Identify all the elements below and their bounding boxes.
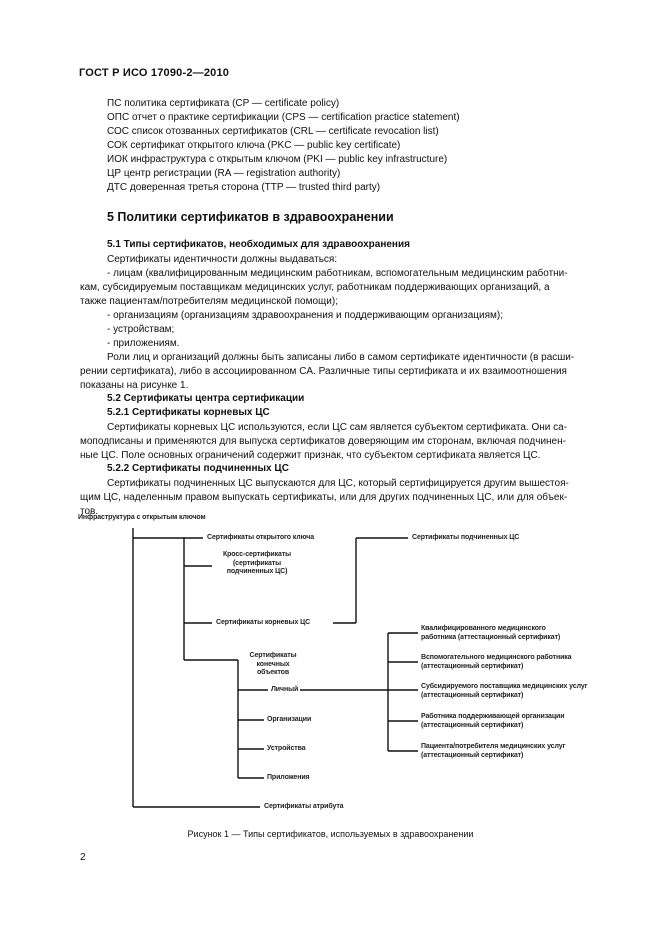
diagram-node-qualified-professional: Квалифицированного медицинского работника (аттестационный сертификат): [421, 625, 561, 641]
diagram-node-support-org-employee: Работника поддерживающей организации (аттестационный сертификат): [421, 713, 565, 729]
paragraph-line: - устройствам;: [107, 324, 175, 335]
document-header: ГОСТ Р ИСО 17090-2—2010: [79, 67, 230, 79]
paragraph-line: - приложениям.: [107, 338, 180, 349]
section-5-2-1-title: 5.2.1 Сертификаты корневых ЦС: [107, 407, 270, 418]
paragraph-line: щим ЦС, наделенным правом выпускать сертификаты, или для других подчиненных ЦС, или для объек-: [80, 492, 568, 503]
paragraph-line: тов.: [80, 506, 99, 517]
abbreviation-pkc: СОК сертификат открытого ключа (PKC — public key certificate): [107, 140, 401, 151]
diagram-node-patient-consumer: Пациента/потребителя медицинских услуг (аттестационный сертификат): [421, 743, 566, 759]
diagram-node-personal: Личный: [271, 686, 299, 693]
diagram-node-subordinate-ca: Сертификаты подчиненных ЦС: [412, 534, 520, 541]
paragraph-line: Сертификаты подчиненных ЦС выпускаются для ЦС, который сертифицируется другим вышестоя-: [107, 478, 569, 489]
diagram-node-attribute: Сертификаты атрибута: [264, 803, 344, 810]
section-5-1-title: 5.1 Типы сертификатов, необходимых для здравоохранения: [107, 239, 410, 250]
diagram-node-end-entity: Сертификаты конечных объектов: [249, 652, 297, 676]
abbreviation-pki: ИОК инфраструктура с открытым ключом (PKI — public key infrastructure): [107, 154, 448, 165]
paragraph-line: кам, субсидируемым поставщикам медицинских услуг, работникам поддерживающих организаций, а: [80, 282, 550, 293]
abbreviation-ra: ЦР центр регистрации (RA — registration authority): [107, 168, 341, 179]
abbreviation-crl: СОС список отозванных сертификатов (CRL — certificate revocation list): [107, 126, 439, 137]
paragraph-line: рении сертификата), либо в ассоциированном CA. Различные типы сертификата и их взаимоотношения: [80, 366, 567, 377]
section-5-2-title: 5.2 Сертификаты центра сертификации: [107, 393, 305, 404]
diagram-node-pki: Инфраструктура с открытым ключом: [78, 514, 206, 521]
section-5-title: 5 Политики сертификатов в здравоохранении: [107, 210, 394, 224]
diagram-node-root-ca: Сертификаты корневых ЦС: [216, 619, 311, 626]
diagram-node-cross-certificates: Кросс-сертификаты (сертификаты подчиненных ЦС): [222, 551, 292, 575]
section-5-2-2-title: 5.2.2 Сертификаты подчиненных ЦС: [107, 463, 289, 474]
abbreviation-cps: ОПС отчет о практике сертификации (CPS — certification practice statement): [107, 112, 460, 123]
paragraph-line: также пациентам/потребителям медицинской помощи);: [80, 296, 338, 307]
diagram-node-devices: Устройства: [267, 745, 306, 752]
abbreviation-ttp: ДТС доверенная третья сторона (TTP — trusted third party): [107, 182, 381, 193]
paragraph-line: Сертификаты идентичности должны выдаваться:: [107, 254, 338, 265]
paragraph-line: - организациям (организациям здравоохранения и поддерживающим организациям);: [107, 310, 503, 321]
diagram-node-organizations: Организации: [267, 716, 312, 723]
diagram-node-applications: Приложения: [267, 774, 310, 781]
abbreviation-cp: ПС политика сертификата (CP — certificate policy): [107, 98, 340, 109]
figure-caption: Рисунок 1 — Типы сертификатов, используемых в здравоохранении: [187, 829, 474, 839]
paragraph-line: - лицам (квалифицированным медицинским работникам, вспомогательным медицинским работни-: [107, 268, 568, 279]
paragraph-line: моподписаны и применяются для выпуска сертификатов доверяющим им сторонам, включая подчинен-: [80, 436, 566, 447]
diagram-node-pkc: Сертификаты открытого ключа: [207, 534, 314, 541]
paragraph-line: показаны на рисунке 1.: [80, 380, 189, 391]
page-number: 2: [80, 852, 86, 863]
diagram-node-subsidised-provider: Субсидируемого поставщика медицинских услуг (аттестационный сертификат): [421, 683, 588, 699]
diagram-node-support-worker: Вспомогательного медицинского работника (аттестационный сертификат): [421, 654, 572, 670]
paragraph-line: Сертификаты корневых ЦС используются, если ЦС сам является субъектом сертификата. Они са-: [107, 422, 567, 433]
paragraph-line: ные ЦС. Поле основных ограничений содержит признак, что субъектом сертификата является ЦС.: [80, 450, 541, 461]
paragraph-line: Роли лиц и организаций должны быть записаны либо в самом сертификате идентичности (в расши-: [107, 352, 575, 363]
